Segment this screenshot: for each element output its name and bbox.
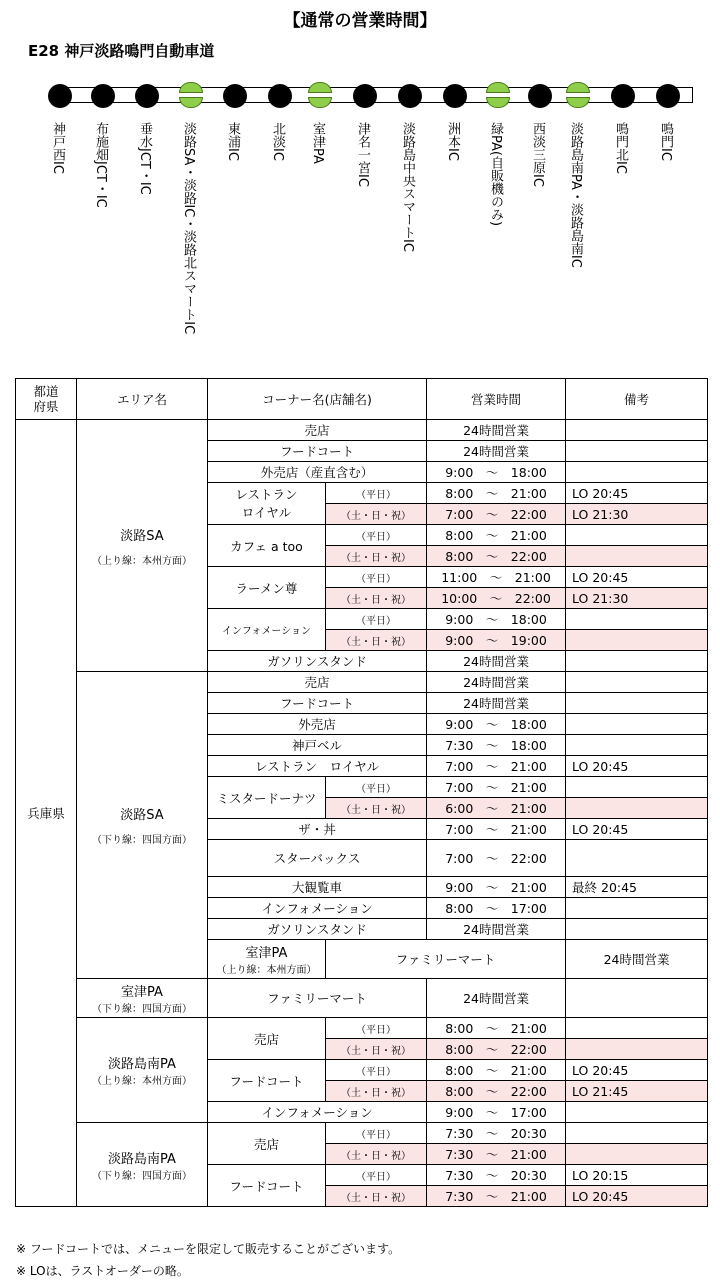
- station-name: 垂水JCT・IC: [137, 122, 152, 195]
- corner-cell: 売店: [208, 1123, 326, 1165]
- area-name: 淡路SA: [120, 808, 164, 823]
- hours-cell: 9:00 ～ 17:00: [427, 1102, 566, 1123]
- area-direction: （下り線：四国方面）: [92, 1170, 192, 1182]
- corner-cell: 大観覧車: [208, 877, 427, 898]
- hours-cell: 7:30 ～ 21:00: [427, 1144, 566, 1165]
- ic-dot: [443, 84, 467, 108]
- table-row: [16, 672, 708, 693]
- daytype-cell: （土・日・祝）: [326, 1081, 427, 1102]
- table-row: [16, 420, 708, 441]
- daytype-cell: （平日）: [326, 777, 427, 798]
- note-cell: LO 21:45: [566, 1081, 708, 1102]
- note-cell: LO 20:45: [566, 1060, 708, 1081]
- daytype-cell: （平日）: [326, 525, 427, 546]
- note-cell: LO 20:15: [566, 1165, 708, 1186]
- note-cell: [566, 714, 708, 735]
- note-cell: [566, 630, 708, 651]
- hours-cell: 7:30 ～ 20:30: [427, 1123, 566, 1144]
- hours-cell: 7:00 ～ 21:00: [427, 819, 566, 840]
- footnote: ※ フードコートでは、メニューを限定して販売することがございます。: [16, 1242, 401, 1256]
- area-cell: [208, 940, 326, 979]
- hours-cell: 7:00 ～ 21:00: [427, 777, 566, 798]
- daytype-cell: （平日）: [326, 567, 427, 588]
- table-row: [16, 1123, 708, 1144]
- header-note: 備考: [566, 379, 708, 420]
- hours-cell: 24時間営業: [427, 672, 566, 693]
- station-name: 津名一宮IC: [355, 122, 370, 187]
- hours-table: [15, 378, 708, 1207]
- corner-cell: ラーメン尊: [208, 567, 326, 609]
- hours-cell: 24時間営業: [427, 979, 566, 1018]
- area-name: 淡路島南PA: [108, 1151, 176, 1167]
- station-name: 東浦IC: [225, 122, 240, 161]
- note-cell: [566, 840, 708, 877]
- ic-dot: [611, 84, 635, 108]
- footnote: ※ LOは、ラストオーダーの略。: [16, 1264, 189, 1278]
- ic-dot: [656, 84, 680, 108]
- area-cell: [77, 1123, 208, 1207]
- note-cell: LO 20:45: [566, 567, 708, 588]
- daytype-cell: （土・日・祝）: [326, 1039, 427, 1060]
- daytype-cell: （平日）: [326, 1123, 427, 1144]
- hours-cell: 24時間営業: [427, 651, 566, 672]
- sa-marker-half: [566, 82, 590, 93]
- header-area: エリア名: [77, 379, 208, 420]
- hours-cell: 9:00 ～ 18:00: [427, 714, 566, 735]
- daytype-cell: （土・日・祝）: [326, 546, 427, 567]
- hours-cell: 7:30 ～ 18:00: [427, 735, 566, 756]
- sa-marker-half: [486, 97, 510, 108]
- corner-cell: 外売店: [208, 714, 427, 735]
- corner-cell: ザ・丼: [208, 819, 427, 840]
- pref-cell: 兵庫県: [16, 420, 77, 1207]
- corner-cell: スターバックス: [208, 840, 427, 877]
- area-direction: （下り線：四国方面）: [92, 1004, 192, 1015]
- note-cell: [566, 979, 708, 1018]
- daytype-cell: （平日）: [326, 1060, 427, 1081]
- hours-cell: 8:00 ～ 21:00: [427, 1018, 566, 1039]
- area-direction: （上り線：本州方面）: [92, 1076, 192, 1087]
- hours-cell: 10:00 ～ 22:00: [427, 588, 566, 609]
- table-row: [16, 979, 708, 1018]
- corner-cell: 売店: [208, 672, 427, 693]
- corner-cell: フードコート: [208, 693, 427, 714]
- note-cell: [566, 441, 708, 462]
- corner-cell: フードコート: [208, 441, 427, 462]
- daytype-cell: （土・日・祝）: [326, 588, 427, 609]
- area-name: 淡路SA: [120, 528, 164, 544]
- hours-cell: 7:30 ～ 20:30: [427, 1165, 566, 1186]
- sa-marker-half: [179, 82, 203, 93]
- note-cell: [566, 546, 708, 567]
- sa-marker-half: [308, 97, 332, 108]
- sa-marker-half: [179, 97, 203, 108]
- hours-cell: 24時間営業: [566, 940, 708, 979]
- hours-cell: 8:00 ～ 21:00: [427, 525, 566, 546]
- area-cell: [77, 979, 208, 1018]
- area-direction: （上り線：本州方面）: [216, 965, 317, 976]
- footnotes: [16, 1238, 400, 1282]
- corner-cell: ガソリンスタンド: [208, 651, 427, 672]
- hours-cell: 8:00 ～ 22:00: [427, 546, 566, 567]
- station-name: 淡路SA・淡路IC・淡路北スマートIC: [181, 122, 196, 335]
- ic-dot: [528, 84, 552, 108]
- corner-cell: フードコート: [208, 1165, 326, 1207]
- corner-cell: 売店: [208, 1018, 326, 1060]
- hours-cell: 9:00 ～ 18:00: [427, 462, 566, 483]
- corner-cell: レストラン ロイヤル: [208, 756, 427, 777]
- area-name: 淡路島南PA: [108, 1057, 176, 1072]
- note-cell: [566, 898, 708, 919]
- hours-cell: 9:00 ～ 19:00: [427, 630, 566, 651]
- note-cell: [566, 609, 708, 630]
- daytype-cell: （平日）: [326, 1018, 427, 1039]
- station-name: 室津PA: [310, 122, 325, 164]
- hours-cell: 8:00 ～ 17:00: [427, 898, 566, 919]
- corner-cell: レストラン ロイヤル: [208, 483, 326, 525]
- note-cell: [566, 525, 708, 546]
- note-cell: LO 20:45: [566, 819, 708, 840]
- hours-cell: 8:00 ～ 21:00: [427, 483, 566, 504]
- area-name: 室津PA: [121, 985, 163, 1000]
- hours-cell: 8:00 ～ 22:00: [427, 1039, 566, 1060]
- corner-cell: インフォメーション: [208, 898, 427, 919]
- ic-dot: [398, 84, 422, 108]
- note-cell: [566, 1039, 708, 1060]
- corner-cell: 外売店（産直含む）: [208, 462, 427, 483]
- corner-cell: ファミリーマート: [326, 940, 566, 979]
- daytype-cell: （平日）: [326, 609, 427, 630]
- area-name: 室津PA: [245, 946, 288, 961]
- ic-dot: [223, 84, 247, 108]
- hours-cell: 24時間営業: [427, 420, 566, 441]
- note-cell: [566, 1102, 708, 1123]
- note-cell: [566, 462, 708, 483]
- corner-cell: 神戸ベル: [208, 735, 427, 756]
- hours-cell: 11:00 ～ 21:00: [427, 567, 566, 588]
- hours-cell: 9:00 ～ 21:00: [427, 877, 566, 898]
- note-cell: LO 21:30: [566, 588, 708, 609]
- ic-dot: [91, 84, 115, 108]
- daytype-cell: （土・日・祝）: [326, 630, 427, 651]
- station-name: 淡路島中央スマートIC: [400, 122, 415, 252]
- table-header-row: [16, 379, 708, 420]
- hours-cell: 7:00 ～ 22:00: [427, 504, 566, 525]
- note-cell: [566, 919, 708, 940]
- daytype-cell: （土・日・祝）: [326, 1186, 427, 1207]
- hours-cell: 24時間営業: [427, 919, 566, 940]
- daytype-cell: （土・日・祝）: [326, 504, 427, 525]
- ic-dot: [353, 84, 377, 108]
- daytype-cell: （土・日・祝）: [326, 1144, 427, 1165]
- corner-cell: ファミリーマート: [208, 979, 427, 1018]
- station-name: 北淡IC: [270, 122, 285, 161]
- corner-cell: フードコート: [208, 1060, 326, 1102]
- note-cell: [566, 735, 708, 756]
- area-cell: [77, 672, 208, 979]
- area-direction: （上り線：本州方面）: [92, 555, 192, 567]
- station-name: 西淡三原IC: [530, 122, 545, 187]
- hours-cell: 24時間営業: [427, 441, 566, 462]
- station-name: 鳴門北IC: [613, 122, 628, 174]
- station-name: 洲本IC: [445, 122, 460, 161]
- header-pref: 都道 府県: [16, 379, 77, 420]
- ic-dot: [268, 84, 292, 108]
- note-cell: LO 21:30: [566, 504, 708, 525]
- daytype-cell: （平日）: [326, 1165, 427, 1186]
- ic-dot: [48, 84, 72, 108]
- note-cell: [566, 651, 708, 672]
- corner-cell: ガソリンスタンド: [208, 919, 427, 940]
- daytype-cell: （平日）: [326, 483, 427, 504]
- note-cell: [566, 777, 708, 798]
- hours-cell: 7:00 ～ 21:00: [427, 756, 566, 777]
- note-cell: [566, 1144, 708, 1165]
- hours-cell: 8:00 ～ 21:00: [427, 1060, 566, 1081]
- note-cell: [566, 1018, 708, 1039]
- note-cell: [566, 420, 708, 441]
- station-name: 鳴門IC: [658, 122, 673, 161]
- hours-cell: 9:00 ～ 18:00: [427, 609, 566, 630]
- header-hours: 営業時間: [427, 379, 566, 420]
- corner-cell: カフェ a too: [208, 525, 326, 567]
- header-corner: コーナー名(店舗名): [208, 379, 427, 420]
- note-cell: LO 20:45: [566, 483, 708, 504]
- station-name: 布施畑JCT・IC: [93, 122, 108, 208]
- corner-cell: インフォメーション: [208, 1102, 427, 1123]
- note-cell: LO 20:45: [566, 1186, 708, 1207]
- sa-marker-half: [486, 82, 510, 93]
- note-cell: [566, 798, 708, 819]
- station-name: 緑PA(自販機のみ): [488, 122, 503, 227]
- station-name: 淡路島南PA・淡路島南IC: [568, 122, 583, 268]
- daytype-cell: （土・日・祝）: [326, 798, 427, 819]
- ic-dot: [135, 84, 159, 108]
- corner-cell: ミスタードーナツ: [208, 777, 326, 819]
- hours-cell: 24時間営業: [427, 693, 566, 714]
- area-cell: [77, 420, 208, 672]
- hours-cell: 7:30 ～ 21:00: [427, 1186, 566, 1207]
- corner-cell: インフォメーション: [208, 609, 326, 651]
- page-title: 【通常の営業時間】: [283, 11, 437, 31]
- station-name: 神戸西IC: [50, 122, 65, 174]
- note-cell: [566, 1123, 708, 1144]
- note-cell: [566, 693, 708, 714]
- sa-marker-half: [566, 97, 590, 108]
- hours-cell: 8:00 ～ 22:00: [427, 1081, 566, 1102]
- note-cell: [566, 672, 708, 693]
- route-name: E28 神戸淡路鳴門自動車道: [28, 42, 215, 60]
- note-cell: 最終 20:45: [566, 877, 708, 898]
- hours-cell: 7:00 ～ 22:00: [427, 840, 566, 877]
- hours-cell: 6:00 ～ 21:00: [427, 798, 566, 819]
- corner-cell: 売店: [208, 420, 427, 441]
- table-row: [16, 1018, 708, 1039]
- note-cell: LO 20:45: [566, 756, 708, 777]
- area-direction: （下り線：四国方面）: [92, 835, 192, 846]
- area-cell: [77, 1018, 208, 1123]
- sa-marker-half: [308, 82, 332, 93]
